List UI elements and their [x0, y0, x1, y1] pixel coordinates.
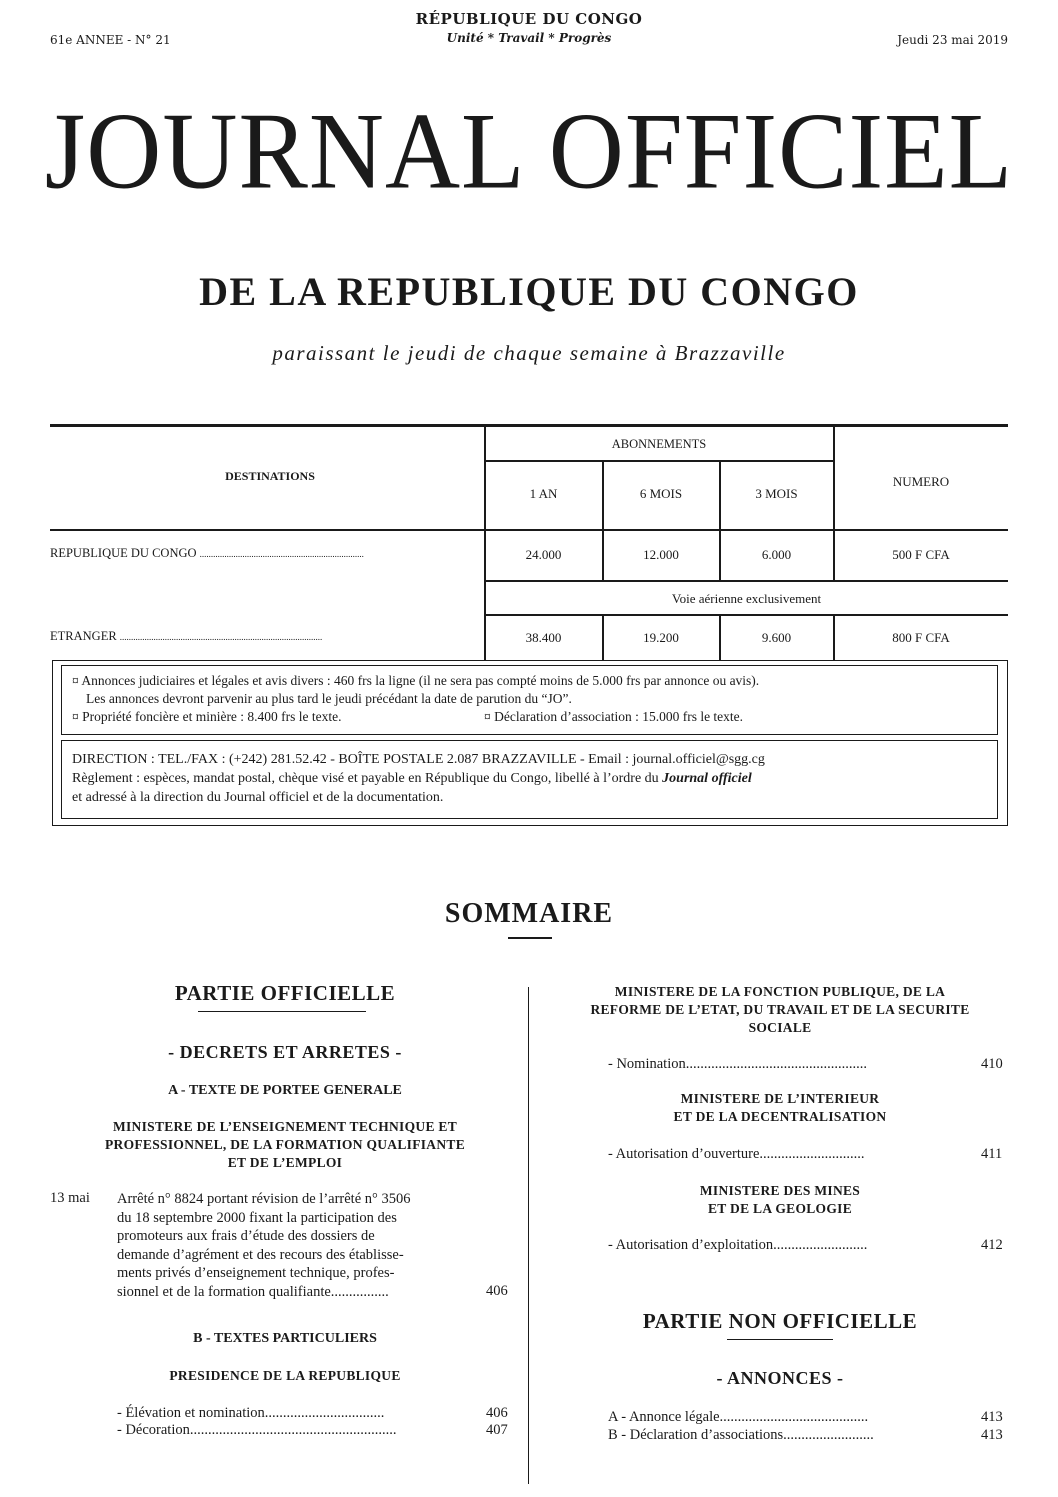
ministry-fonction-publique: MINISTERE DE LA FONCTION PUBLIQUE, DE LA REFORME DE L’ETAT, DU TRAVAIL ET DE LA SECURITE SOCIALE	[590, 984, 970, 1035]
toc-entry[interactable]: - Autorisation d’ouverture.............................	[608, 1146, 865, 1162]
table-rule	[485, 460, 833, 462]
national-motto: Unité * Travail * Progrès	[446, 31, 612, 45]
journal-subtitle: DE LA REPUBLIQUE DU CONGO	[199, 269, 859, 314]
numero-header: NUMERO	[892, 474, 950, 489]
page-number: 410	[981, 1056, 1003, 1072]
arrete-entry[interactable]: Arrêté n° 8824 portant révision de l’arrêté n° 3506 du 18 septembre 2000 fixant la participation des promoteurs aux frais d’étude des dossiers de demande d’agrément et des recours des établisse- ments privés d’enseignement technique, profes- sionnel et de la formation qualifiante................	[117, 1191, 411, 1300]
page-number: 406	[486, 1405, 508, 1421]
table-rule	[50, 529, 1008, 531]
issue-date: Jeudi 23 mai 2019	[897, 33, 1008, 47]
destination-congo: REPUBLIQUE DU CONGO .........................................................................	[50, 546, 364, 560]
period-header: 1 AN	[529, 486, 558, 501]
page-number: 413	[981, 1427, 1003, 1443]
payment-address: et adressé à la direction du Journal officiel et de la documentation.	[72, 790, 444, 805]
price-cell: 12.000	[643, 547, 679, 562]
direction-contact: DIRECTION : TEL./FAX : (+242) 281.52.42 - BOÎTE POSTALE 2.087 BRAZZAVILLE - Email : journal.officiel@sgg.cg	[72, 752, 765, 767]
table-rule	[485, 580, 1008, 582]
ministry-mines: MINISTERE DES MINES ET DE LA GEOLOGIE	[699, 1183, 861, 1216]
price-cell: 19.200	[643, 630, 679, 645]
toc-entry[interactable]: - Nomination..................................................	[608, 1056, 867, 1072]
partie-non-officielle: PARTIE NON OFFICIELLE	[642, 1309, 918, 1333]
annonces-section: - ANNONCES -	[716, 1368, 844, 1388]
journal-title: JOURNAL OFFICIEL	[44, 91, 1014, 212]
abonnements-header: ABONNEMENTS	[611, 437, 707, 451]
toc-entry[interactable]: A - Annonce légale.........................................	[608, 1409, 869, 1425]
republic-name: RÉPUBLIQUE DU CONGO	[415, 10, 643, 28]
payment-info: Règlement : espèces, mandat postal, chèque visé et payable en République du Congo, libellé à l’ordre du Journal officiel	[72, 771, 752, 786]
price-cell: 38.400	[525, 630, 562, 645]
ministry-enseignement: MINISTERE DE L’ENSEIGNEMENT TECHNIQUE ET PROFESSIONNEL, DE LA FORMATION QUALIFIANTE ET DE L’EMPLOI	[104, 1119, 466, 1170]
toc-entry[interactable]: - Décoration.........................................................	[117, 1422, 397, 1438]
page-number: 412	[981, 1237, 1003, 1253]
destination-etranger: ETRANGER ..........................................................................................	[50, 629, 323, 643]
association-fee: ¤ Déclaration d’association : 15.000 frs le texte.	[484, 709, 744, 724]
price-cell: 9.600	[761, 630, 792, 645]
decrets-section: - DECRETS ET ARRETES -	[168, 1042, 402, 1062]
ministry-interieur: MINISTERE DE L’INTERIEUR ET DE LA DECENTRALISATION	[673, 1091, 887, 1124]
property-fee: ¤ Propriété foncière et minière : 8.400 frs le texte.	[72, 709, 342, 724]
column-divider	[528, 987, 529, 1484]
table-rule	[485, 614, 1008, 616]
destinations-header: DESTINATIONS	[225, 469, 315, 483]
journal-tagline: paraissant le jeudi de chaque semaine à Brazzaville	[272, 341, 786, 365]
table-divider	[484, 426, 486, 660]
table-top-rule	[50, 424, 1008, 427]
sub-a-heading: A - TEXTE DE PORTEE GENERALE	[168, 1083, 402, 1098]
sub-b-heading: B - TEXTES PARTICULIERS	[193, 1331, 377, 1346]
toc-entry[interactable]: B - Déclaration d’associations.........................	[608, 1427, 874, 1443]
numero-price: 800 F CFA	[892, 630, 950, 645]
air-note: Voie aérienne exclusivement	[671, 591, 822, 606]
toc-entry[interactable]: - Élévation et nomination.................................	[117, 1405, 385, 1421]
price-cell: 24.000	[525, 547, 562, 562]
partie-rule	[727, 1339, 833, 1340]
announcements-line: Les annonces devront parvenir au plus tard le jeudi précédant la date de parution du “JO”.	[86, 691, 572, 706]
price-cell: 6.000	[761, 547, 792, 562]
ministry-presidence: PRESIDENCE DE LA REPUBLIQUE	[169, 1368, 401, 1383]
page-number: 411	[981, 1146, 1003, 1162]
period-header: 3 MOIS	[755, 486, 798, 501]
edition-number: 61e ANNEE - N° 21	[50, 33, 171, 47]
page-number: 406	[486, 1283, 508, 1299]
period-header: 6 MOIS	[639, 486, 683, 501]
page-number: 413	[981, 1409, 1003, 1425]
sommaire-title: SOMMAIRE	[444, 898, 614, 929]
sommaire-rule	[508, 937, 552, 939]
entry-date: 13 mai	[50, 1190, 90, 1206]
announcements-line: ¤ Annonces judiciaires et légales et avis divers : 460 frs la ligne (il ne sera pas compté moins de 5.000 frs par annonce ou avis).	[72, 673, 760, 688]
toc-entry[interactable]: - Autorisation d’exploitation..........................	[608, 1237, 868, 1253]
partie-officielle: PARTIE OFFICIELLE	[174, 981, 396, 1005]
numero-price: 500 F CFA	[892, 547, 950, 562]
partie-rule	[198, 1011, 366, 1012]
page-number: 407	[486, 1422, 508, 1438]
